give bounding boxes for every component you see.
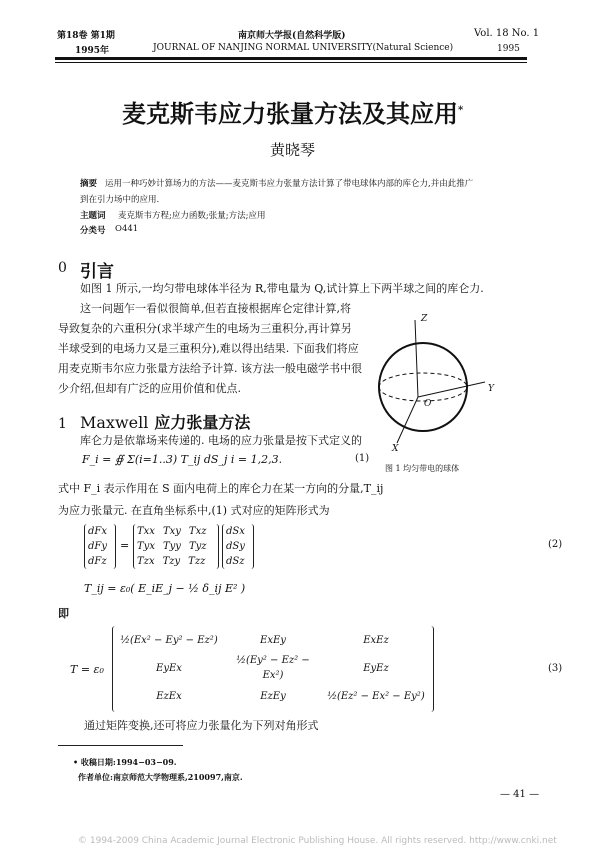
sphere-outline xyxy=(379,343,467,431)
axis-z-label: Z xyxy=(421,314,428,324)
matrix-entry: EzEx xyxy=(156,690,182,702)
paragraph-line: 半球受到的电场力又是三重积分),难以得出结果. 下面我们将应 xyxy=(58,342,359,355)
author: 黄晓琴 xyxy=(270,141,316,159)
paper-title xyxy=(122,94,463,129)
title-footnote-mark: * xyxy=(458,105,464,116)
matrix-entry: ½(Ey² − Ez² − Ex²) xyxy=(236,655,310,681)
abstract-line: 运用一种巧妙计算场力的方法——麦克斯韦应力张量方法计算了带电球体内部的库仑力,并由此推广 xyxy=(105,179,474,189)
equation-1: F_i = ∯ Σ(i=1..3) T_ij dS_j i = 1,2,3. xyxy=(82,453,283,466)
equator-back xyxy=(379,373,467,387)
footnote-affiliation: 作者单位:南京师范大学物理系,210097,南京. xyxy=(78,772,243,782)
tensor-definition: T_ij = ε₀( E_iE_j − ½ δ_ij E² ) xyxy=(84,582,246,595)
matrix-entry: Txy xyxy=(162,526,181,537)
equals-sign: = xyxy=(120,539,130,552)
origin-label: O xyxy=(424,399,432,409)
year-en: 1995 xyxy=(497,44,520,54)
section-heading xyxy=(58,410,250,433)
vector-entry: dFz xyxy=(88,556,107,567)
matrix-entry: EyEx xyxy=(156,662,182,674)
surface-vector xyxy=(222,524,254,569)
journal-en: JOURNAL OF NANJING NORMAL UNIVERSITY(Natural Science) xyxy=(153,43,454,53)
matrix-entry: ExEy xyxy=(260,634,286,646)
volume-cn: 第18卷 第1期 xyxy=(57,31,115,41)
matrix-entry: Tzy xyxy=(162,556,181,567)
matrix-entry: EyEz xyxy=(363,662,389,674)
tensor-matrix xyxy=(112,626,434,712)
matrix-entry: Tyx xyxy=(137,541,155,552)
matrix-entry: Txz xyxy=(188,526,207,537)
vector-entry: dSx xyxy=(226,526,245,537)
paragraph: 库仑力是依靠场来传递的. 电场的应力张量是按下式定义的 xyxy=(80,434,362,447)
paragraph: 通过矩阵变换,还可将应力张量化为下列对角形式 xyxy=(84,719,319,732)
section-title-cn: 应力张量方法 xyxy=(154,413,251,432)
keywords: 麦克斯韦方程;应力函数;张量;方法;应用 xyxy=(118,211,266,221)
footnote-received: • 收稿日期:1994−03−09. xyxy=(73,757,177,767)
section-title-en: Maxwell xyxy=(80,413,149,432)
paragraph: 如图 1 所示,一均匀带电球体半径为 R,带电量为 Q,试计算上下两半球之间的库仑力. xyxy=(80,282,484,295)
z-axis xyxy=(415,320,418,397)
matrix-entry: ExEz xyxy=(363,634,389,646)
force-vector xyxy=(84,524,116,569)
paragraph: 为应力张量元. 在直角坐标系中,(1) 式对应的矩阵形式为 xyxy=(58,504,330,517)
stress-tensor-matrix xyxy=(133,524,219,569)
equation-number: (2) xyxy=(548,539,563,550)
equation-number: (1) xyxy=(355,453,370,464)
header-rule xyxy=(55,57,527,60)
section-title: 引言 xyxy=(80,262,114,282)
paragraph-line: 导致复杂的六重积分(求半球产生的电场为三重积分,再计算另 xyxy=(58,322,352,335)
section-number: 1 xyxy=(58,416,67,432)
paragraph-line: 这一问题乍一看似很简单,但若直接根据库仑定律计算,将 xyxy=(80,302,351,315)
footnote-rule xyxy=(58,745,183,746)
paragraph-line: 用麦克斯韦尔应力张量方法给予计算. 该方法一般电磁学书中很 xyxy=(58,362,362,375)
axis-x-label: X xyxy=(392,444,399,454)
matrix-entry: EzEy xyxy=(260,690,286,702)
figure-caption: 图 1 均匀带电的球体 xyxy=(385,464,460,473)
text-ji: 即 xyxy=(58,607,69,620)
page-number: — 41 — xyxy=(500,789,540,800)
matrix-entry: ½(Ez² − Ex² − Ey²) xyxy=(327,690,425,702)
paragraph-line: 少介绍,但却有广泛的应用价值和优点. xyxy=(58,382,241,395)
title-text: 麦克斯韦应力张量方法及其应用 xyxy=(122,99,458,128)
matrix-entry: Tzz xyxy=(188,556,206,567)
abstract-label: 摘要 xyxy=(80,179,98,189)
paragraph: 式中 F_i 表示作用在 S 面内电荷上的库仑力在某一方向的分量,T_ij xyxy=(58,482,384,495)
section-number: 0 xyxy=(58,260,67,276)
class-label: 分类号 xyxy=(80,226,106,236)
equation-number: (3) xyxy=(548,663,563,674)
keywords-label: 主题词 xyxy=(80,211,106,221)
x-axis xyxy=(397,397,418,443)
vector-entry: dSz xyxy=(226,556,245,567)
matrix-entry: Txx xyxy=(137,526,155,537)
charged-sphere-diagram xyxy=(370,310,510,455)
matrix-entry: ½(Ex² − Ey² − Ez²) xyxy=(120,634,218,646)
volume-en: Vol. 18 No. 1 xyxy=(474,28,540,39)
equation-lhs: T = ε₀ xyxy=(70,663,104,676)
copyright: © 1994-2009 China Academic Journal Electronic Publishing House. All rights reserved. http://www.cnki.net xyxy=(78,836,557,846)
abstract-line: 到在引力场中的应用. xyxy=(80,195,160,205)
journal-cn: 南京师大学报(自然科学版) xyxy=(238,31,346,41)
matrix-entry: Tzx xyxy=(137,556,155,567)
y-axis xyxy=(418,382,485,397)
vector-entry: dFy xyxy=(88,541,107,552)
vector-entry: dFx xyxy=(88,526,107,537)
class-number: O441 xyxy=(115,224,139,234)
axis-y-label: Y xyxy=(488,384,494,394)
year-cn: 1995年 xyxy=(75,46,110,56)
matrix-entry: Tyz xyxy=(188,541,207,552)
header-rule-thin xyxy=(55,62,527,63)
vector-entry: dSy xyxy=(226,541,245,552)
matrix-entry: Tyy xyxy=(162,541,181,552)
